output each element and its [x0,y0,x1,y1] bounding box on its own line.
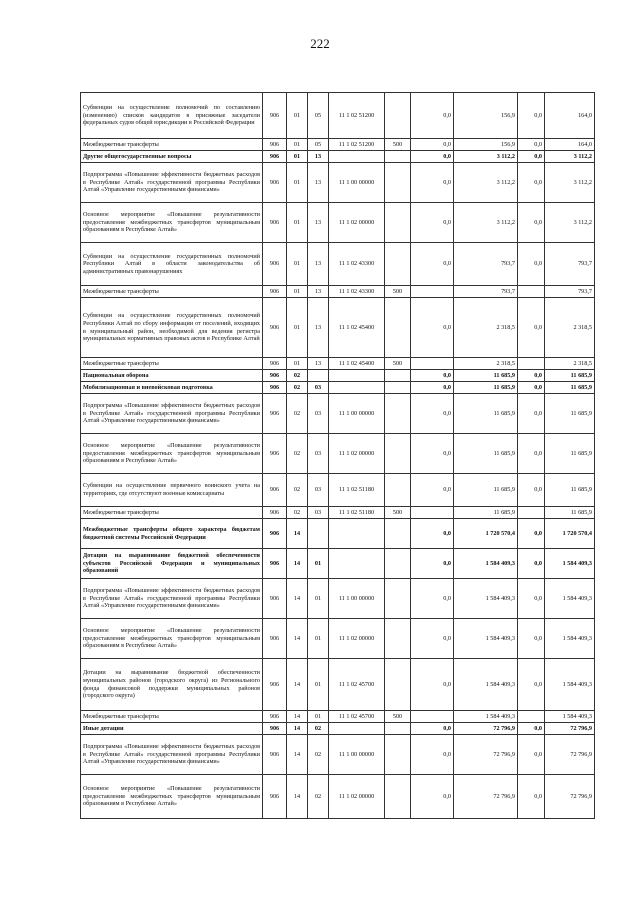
cell-section: 01 [287,298,308,358]
cell-amount-4: 11 685,9 [545,434,595,474]
cell-amount-1: 0,0 [411,434,454,474]
cell-target-article: 11 1 02 51180 [329,507,385,519]
row-name: Дотации на выравнивание бюджетной обеспеченности субъектов Российской Федерации и муниципальных образований [81,549,263,579]
cell-amount-1 [411,286,454,298]
cell-expense-type: 500 [385,711,411,723]
cell-subsection: 13 [308,298,329,358]
cell-section: 02 [287,382,308,394]
cell-target-article: 11 1 02 45400 [329,298,385,358]
cell-amount-2: 3 112,2 [454,151,518,163]
cell-amount-4: 1 584 409,3 [545,711,595,723]
row-name: Субвенции на осуществление первичного воинского учета на территориях, где отсутствуют военные комиссариаты [81,474,263,507]
cell-admin-code: 906 [263,723,287,735]
cell-admin-code: 906 [263,507,287,519]
cell-subsection: 13 [308,151,329,163]
table-row [81,286,595,298]
cell-amount-3: 0,0 [518,163,545,203]
cell-amount-3: 0,0 [518,243,545,286]
table-row [81,735,595,775]
table-row [81,243,595,286]
cell-target-article: 11 1 00 00000 [329,579,385,619]
cell-target-article: 11 1 02 45700 [329,711,385,723]
table-row [81,579,595,619]
row-name: Другие общегосударственные вопросы [81,151,263,163]
cell-target-article: 11 1 02 45400 [329,358,385,370]
budget-table [80,92,595,819]
cell-amount-1: 0,0 [411,382,454,394]
cell-expense-type [385,474,411,507]
cell-admin-code: 906 [263,735,287,775]
table-row [81,711,595,723]
cell-amount-1: 0,0 [411,394,454,434]
cell-admin-code: 906 [263,298,287,358]
cell-subsection: 01 [308,579,329,619]
cell-target-article: 11 1 00 00000 [329,735,385,775]
table-row [81,382,595,394]
cell-amount-3: 0,0 [518,93,545,139]
cell-subsection: 01 [308,659,329,711]
cell-amount-2: 1 584 409,3 [454,711,518,723]
cell-target-article [329,382,385,394]
cell-amount-2: 11 685,9 [454,370,518,382]
cell-target-article [329,151,385,163]
cell-target-article: 11 1 00 00000 [329,163,385,203]
table-row [81,298,595,358]
cell-expense-type [385,163,411,203]
cell-target-article: 11 1 00 00000 [329,394,385,434]
cell-amount-3: 0,0 [518,579,545,619]
table-row [81,139,595,151]
cell-amount-4: 11 685,9 [545,474,595,507]
row-name: Межбюджетные трансферты общего характера бюджетам бюджетной системы Российской Федерации [81,519,263,549]
cell-amount-3 [518,507,545,519]
cell-amount-2: 3 112,2 [454,163,518,203]
cell-expense-type [385,394,411,434]
cell-expense-type [385,243,411,286]
cell-admin-code: 906 [263,139,287,151]
cell-expense-type [385,370,411,382]
cell-amount-4: 3 112,2 [545,203,595,243]
cell-amount-4: 11 685,9 [545,507,595,519]
cell-amount-3: 0,0 [518,549,545,579]
cell-admin-code: 906 [263,151,287,163]
cell-target-article [329,519,385,549]
cell-expense-type: 500 [385,507,411,519]
cell-section: 14 [287,735,308,775]
table-row [81,474,595,507]
cell-amount-3 [518,286,545,298]
cell-amount-1: 0,0 [411,519,454,549]
cell-amount-4: 1 584 409,3 [545,659,595,711]
cell-expense-type: 500 [385,286,411,298]
cell-amount-1: 0,0 [411,723,454,735]
cell-amount-3: 0,0 [518,735,545,775]
cell-subsection: 02 [308,735,329,775]
cell-admin-code: 906 [263,549,287,579]
cell-section: 02 [287,434,308,474]
row-name: Основное мероприятие «Повышение результативности предоставления межбюджетных трансфертов муниципальным образованиям в Республике Алтай» [81,203,263,243]
cell-amount-2: 1 584 409,3 [454,549,518,579]
cell-admin-code: 906 [263,358,287,370]
cell-amount-3: 0,0 [518,434,545,474]
cell-amount-3: 0,0 [518,382,545,394]
cell-section: 14 [287,579,308,619]
cell-amount-4: 164,0 [545,93,595,139]
table-row [81,370,595,382]
cell-amount-4: 793,7 [545,243,595,286]
cell-section: 14 [287,619,308,659]
cell-amount-2: 72 796,9 [454,775,518,819]
table-row [81,775,595,819]
cell-amount-4: 11 685,9 [545,370,595,382]
cell-expense-type: 500 [385,358,411,370]
cell-target-article: 11 1 02 45700 [329,659,385,711]
cell-amount-2: 11 685,9 [454,474,518,507]
cell-amount-1: 0,0 [411,151,454,163]
cell-amount-3: 0,0 [518,394,545,434]
cell-target-article: 11 1 02 00000 [329,775,385,819]
cell-amount-1: 0,0 [411,298,454,358]
cell-expense-type [385,619,411,659]
cell-amount-4: 1 584 409,3 [545,549,595,579]
page-number: 222 [310,36,330,51]
row-name: Субвенции на осуществление полномочий по составлению (изменению) списков кандидатов в присяжные заседатели федеральных судов общей юрисдикции в Российской Федерации [81,93,263,139]
cell-amount-2: 11 685,9 [454,507,518,519]
cell-amount-2: 793,7 [454,286,518,298]
row-name: Субвенции на осуществление государственных полномочий Республики Алтай по сбору информации от поселений, входящих в муниципальный район, необходимой для ведения регистра муниципальных нормативных правовых актов в Республике Алтай [81,298,263,358]
cell-amount-3: 0,0 [518,659,545,711]
cell-subsection: 03 [308,507,329,519]
cell-amount-1: 0,0 [411,775,454,819]
cell-target-article: 11 1 02 43300 [329,286,385,298]
cell-section: 14 [287,659,308,711]
cell-amount-3 [518,711,545,723]
cell-admin-code: 906 [263,382,287,394]
cell-subsection: 03 [308,382,329,394]
cell-expense-type [385,298,411,358]
cell-amount-4: 72 796,9 [545,735,595,775]
cell-subsection [308,519,329,549]
cell-target-article: 11 1 02 00000 [329,619,385,659]
cell-section: 02 [287,474,308,507]
row-name: Иные дотации [81,723,263,735]
cell-target-article: 11 1 02 00000 [329,203,385,243]
cell-amount-2: 1 584 409,3 [454,659,518,711]
table-row [81,163,595,203]
row-name: Подпрограмма «Повышение эффективности бюджетных расходов в Республике Алтай» государственной программы Республики Алтай «Управление государственными финансами» [81,163,263,203]
cell-admin-code: 906 [263,434,287,474]
cell-admin-code: 906 [263,474,287,507]
cell-subsection: 05 [308,93,329,139]
cell-subsection: 01 [308,711,329,723]
cell-amount-1: 0,0 [411,163,454,203]
table-row [81,549,595,579]
cell-amount-2: 793,7 [454,243,518,286]
row-name: Национальная оборона [81,370,263,382]
cell-subsection: 01 [308,619,329,659]
row-name: Межбюджетные трансферты [81,358,263,370]
cell-amount-3: 0,0 [518,723,545,735]
cell-expense-type [385,434,411,474]
row-name: Субвенции на осуществление государственных полномочий Республики Алтай в области законодательства об административных правонарушениях [81,243,263,286]
table-row [81,723,595,735]
cell-amount-4: 1 584 409,3 [545,579,595,619]
cell-amount-3: 0,0 [518,139,545,151]
cell-amount-2: 1 584 409,3 [454,619,518,659]
table-row [81,519,595,549]
cell-amount-4: 2 318,5 [545,358,595,370]
cell-section: 02 [287,394,308,434]
cell-admin-code: 906 [263,711,287,723]
cell-target-article: 11 1 02 51200 [329,139,385,151]
row-name: Межбюджетные трансферты [81,711,263,723]
row-name: Основное мероприятие «Повышение результативности предоставления межбюджетных трансфертов муниципальным образованиям в Республике Алтай» [81,619,263,659]
cell-amount-1 [411,507,454,519]
cell-amount-4: 72 796,9 [545,775,595,819]
cell-admin-code: 906 [263,203,287,243]
cell-section: 14 [287,519,308,549]
cell-target-article: 11 1 02 00000 [329,434,385,474]
cell-target-article [329,549,385,579]
cell-section: 01 [287,243,308,286]
cell-amount-3: 0,0 [518,474,545,507]
cell-amount-3: 0,0 [518,151,545,163]
cell-expense-type [385,735,411,775]
cell-amount-2: 11 685,9 [454,394,518,434]
cell-section: 01 [287,203,308,243]
cell-subsection: 13 [308,243,329,286]
cell-amount-3: 0,0 [518,519,545,549]
cell-amount-1 [411,711,454,723]
table-row [81,507,595,519]
row-name: Межбюджетные трансферты [81,507,263,519]
cell-target-article: 11 1 02 51200 [329,93,385,139]
row-name: Дотации на выравнивание бюджетной обеспеченности муниципальных районов (городского округа) из Регионального фонда финансовой поддержки муниципальных районов (городского округа) [81,659,263,711]
cell-amount-1: 0,0 [411,474,454,507]
cell-amount-2: 1 584 409,3 [454,579,518,619]
cell-subsection: 13 [308,286,329,298]
cell-amount-1: 0,0 [411,139,454,151]
cell-amount-3: 0,0 [518,203,545,243]
cell-section: 14 [287,549,308,579]
cell-target-article [329,723,385,735]
cell-section: 01 [287,139,308,151]
cell-amount-3: 0,0 [518,619,545,659]
table-row [81,659,595,711]
table-row [81,203,595,243]
cell-admin-code: 906 [263,775,287,819]
cell-expense-type [385,519,411,549]
cell-amount-2: 156,9 [454,93,518,139]
cell-section: 01 [287,93,308,139]
cell-amount-1 [411,358,454,370]
cell-section: 14 [287,723,308,735]
cell-section: 01 [287,151,308,163]
cell-expense-type [385,93,411,139]
cell-subsection: 13 [308,163,329,203]
cell-amount-4: 11 685,9 [545,382,595,394]
cell-amount-4: 11 685,9 [545,394,595,434]
cell-section: 14 [287,775,308,819]
cell-expense-type [385,151,411,163]
cell-admin-code: 906 [263,286,287,298]
cell-amount-2: 2 318,5 [454,298,518,358]
cell-amount-1: 0,0 [411,579,454,619]
cell-admin-code: 906 [263,93,287,139]
cell-target-article: 11 1 02 43300 [329,243,385,286]
table-body [81,93,595,819]
cell-amount-1: 0,0 [411,243,454,286]
cell-subsection: 05 [308,139,329,151]
table-row [81,358,595,370]
cell-section: 14 [287,711,308,723]
cell-subsection: 02 [308,723,329,735]
cell-amount-1: 0,0 [411,370,454,382]
row-name: Основное мероприятие «Повышение результативности предоставления межбюджетных трансфертов муниципальным образованиям в Республике Алтай» [81,775,263,819]
cell-admin-code: 906 [263,619,287,659]
cell-amount-1: 0,0 [411,93,454,139]
cell-expense-type: 500 [385,139,411,151]
cell-section: 01 [287,286,308,298]
table-row [81,394,595,434]
cell-subsection: 01 [308,549,329,579]
cell-expense-type [385,723,411,735]
table-row [81,93,595,139]
cell-section: 01 [287,163,308,203]
cell-subsection: 13 [308,203,329,243]
cell-amount-3: 0,0 [518,370,545,382]
cell-amount-1: 0,0 [411,203,454,243]
row-name: Межбюджетные трансферты [81,139,263,151]
cell-admin-code: 906 [263,519,287,549]
cell-amount-3: 0,0 [518,775,545,819]
row-name: Подпрограмма «Повышение эффективности бюджетных расходов в Республике Алтай» государственной программы Республики Алтай «Управление государственными финансами» [81,579,263,619]
row-name: Основное мероприятие «Повышение результативности предоставления межбюджетных трансфертов муниципальным образованиям в Республике Алтай» [81,434,263,474]
cell-amount-3 [518,358,545,370]
cell-section: 02 [287,370,308,382]
cell-amount-2: 72 796,9 [454,723,518,735]
cell-amount-1: 0,0 [411,619,454,659]
cell-amount-3: 0,0 [518,298,545,358]
cell-amount-2: 156,9 [454,139,518,151]
row-name: Межбюджетные трансферты [81,286,263,298]
cell-amount-4: 793,7 [545,286,595,298]
cell-amount-1: 0,0 [411,735,454,775]
cell-expense-type [385,775,411,819]
cell-amount-2: 72 796,9 [454,735,518,775]
cell-admin-code: 906 [263,370,287,382]
cell-subsection: 03 [308,474,329,507]
cell-section: 02 [287,507,308,519]
cell-amount-2: 2 318,5 [454,358,518,370]
cell-amount-2: 11 685,9 [454,434,518,474]
cell-amount-4: 2 318,5 [545,298,595,358]
cell-amount-4: 164,0 [545,139,595,151]
row-name: Мобилизационная и вневойсковая подготовка [81,382,263,394]
cell-amount-4: 3 112,2 [545,163,595,203]
cell-amount-1: 0,0 [411,549,454,579]
cell-amount-2: 1 720 570,4 [454,519,518,549]
row-name: Подпрограмма «Повышение эффективности бюджетных расходов в Республике Алтай» государственной программы Республики Алтай «Управление государственными финансами» [81,394,263,434]
cell-subsection [308,370,329,382]
table-row [81,434,595,474]
cell-amount-4: 3 112,2 [545,151,595,163]
cell-amount-2: 11 685,9 [454,382,518,394]
cell-amount-4: 72 796,9 [545,723,595,735]
table-row [81,151,595,163]
cell-admin-code: 906 [263,394,287,434]
cell-admin-code: 906 [263,243,287,286]
cell-expense-type [385,659,411,711]
cell-amount-4: 1 584 409,3 [545,619,595,659]
cell-subsection: 03 [308,434,329,474]
cell-admin-code: 906 [263,163,287,203]
cell-admin-code: 906 [263,659,287,711]
cell-expense-type [385,549,411,579]
cell-target-article [329,370,385,382]
cell-subsection: 03 [308,394,329,434]
cell-amount-2: 3 112,2 [454,203,518,243]
cell-amount-1: 0,0 [411,659,454,711]
cell-expense-type [385,579,411,619]
cell-admin-code: 906 [263,579,287,619]
row-name: Подпрограмма «Повышение эффективности бюджетных расходов в Республике Алтай» государственной программы Республики Алтай «Управление государственными финансами» [81,735,263,775]
cell-subsection: 02 [308,775,329,819]
cell-expense-type [385,203,411,243]
cell-subsection: 13 [308,358,329,370]
table-row [81,619,595,659]
cell-target-article: 11 1 02 51180 [329,474,385,507]
cell-section: 01 [287,358,308,370]
cell-amount-4: 1 720 570,4 [545,519,595,549]
cell-expense-type [385,382,411,394]
